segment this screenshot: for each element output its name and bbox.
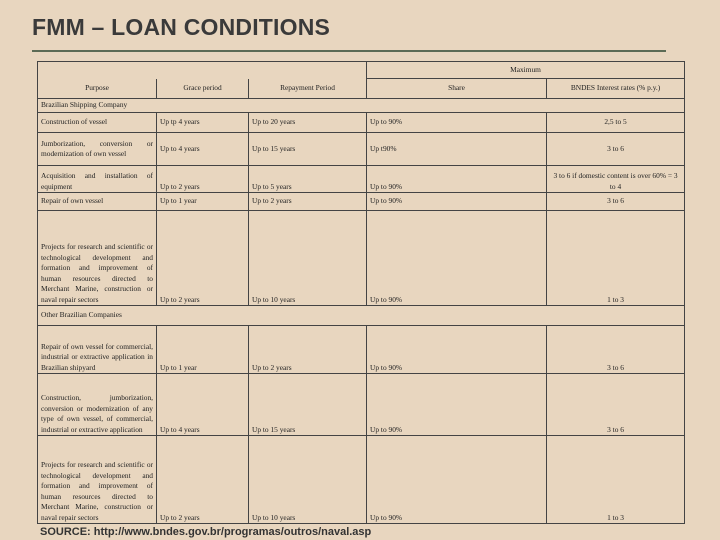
share-cell: Up to 90%: [367, 113, 547, 133]
section-row: [38, 99, 685, 113]
grace-cell: Up tp 4 years: [157, 113, 249, 133]
repayment-cell: Up to 20 years: [249, 113, 367, 133]
purpose-cell: Projects for research and scientific or technological development and formation and improvement of human resources directed to Merchant Marine, construction or naval repair sectors: [38, 211, 157, 306]
source-note: SOURCE: http://www.bndes.gov.br/programas/outros/naval.asp: [40, 526, 372, 538]
grace-cell: Up to 1 year: [157, 326, 249, 374]
header-purpose: Purpose: [38, 79, 157, 99]
grace-cell: Up to 2 years: [157, 436, 249, 524]
repayment-cell: Up to 10 years: [249, 211, 367, 306]
table-row: [38, 211, 685, 306]
share-cell: Up to 90%: [367, 436, 547, 524]
grace-cell: Up to 4 years: [157, 374, 249, 436]
rate-cell: 3 to 6: [547, 193, 685, 211]
purpose-cell: Repair of own vessel: [38, 193, 157, 211]
repayment-cell: Up to 5 years: [249, 166, 367, 193]
table-row: [38, 166, 685, 193]
rate-cell: 3 to 6: [547, 133, 685, 166]
header-spacer: [38, 62, 367, 79]
header-row: [38, 79, 685, 99]
rate-cell: 3 to 6: [547, 326, 685, 374]
share-cell: Up to 90%: [367, 326, 547, 374]
share-cell: Up to 90%: [367, 193, 547, 211]
repayment-cell: Up to 15 years: [249, 133, 367, 166]
rate-cell: 1 to 3: [547, 436, 685, 524]
rate-cell: 3 to 6 if domestic content is over 60% = 3 to 4: [547, 166, 685, 193]
purpose-cell: Projects for research and scientific or technological development and formation and improvement of human resources directed to Merchant Marine, construction or naval repair sectors: [38, 436, 157, 524]
share-cell: Up to 90%: [367, 374, 547, 436]
table-row: [38, 193, 685, 211]
purpose-cell: Construction, jumborization, conversion or modernization of any type of own vessel, of commercial, industrial or extractive application: [38, 374, 157, 436]
grace-cell: Up to 2 years: [157, 211, 249, 306]
rate-cell: 1 to 3: [547, 211, 685, 306]
section-title: Other Brazilian Companies: [38, 306, 685, 326]
page-title: FMM – LOAN CONDITIONS: [32, 14, 331, 40]
rate-cell: 3 to 6: [547, 374, 685, 436]
purpose-cell: Acquisition and installation of equipment: [38, 166, 157, 193]
header-share: Share: [367, 79, 547, 99]
rate-cell: 2,5 to 5: [547, 113, 685, 133]
header-grace: Grace period: [157, 79, 249, 99]
section-row: [38, 306, 685, 326]
table-row: [38, 436, 685, 524]
header-rates: BNDES Interest rates (% p.y.): [547, 79, 685, 99]
table-row: [38, 374, 685, 436]
table-row: [38, 133, 685, 166]
purpose-cell: Construction of vessel: [38, 113, 157, 133]
grace-cell: Up to 2 years: [157, 166, 249, 193]
grace-cell: Up to 4 years: [157, 133, 249, 166]
grace-cell: Up to 1 year: [157, 193, 249, 211]
title-underline: [32, 50, 666, 52]
repayment-cell: Up to 15 years: [249, 374, 367, 436]
loan-conditions-table: [37, 61, 685, 524]
header-row-maximum: [38, 62, 685, 79]
header-maximum: Maximum: [367, 62, 685, 79]
repayment-cell: Up to 2 years: [249, 326, 367, 374]
purpose-cell: Repair of own vessel for commercial, industrial or extractive application in Brazilian shipyard: [38, 326, 157, 374]
share-cell: Up to 90%: [367, 211, 547, 306]
purpose-cell: Jumborization, conversion or modernization of own vessel: [38, 133, 157, 166]
share-cell: Up t90%: [367, 133, 547, 166]
share-cell: Up to 90%: [367, 166, 547, 193]
table-row: [38, 113, 685, 133]
repayment-cell: Up to 2 years: [249, 193, 367, 211]
header-repayment: Repayment Period: [249, 79, 367, 99]
repayment-cell: Up to 10 years: [249, 436, 367, 524]
table-row: [38, 326, 685, 374]
section-title: Brazilian Shipping Company: [38, 99, 685, 113]
